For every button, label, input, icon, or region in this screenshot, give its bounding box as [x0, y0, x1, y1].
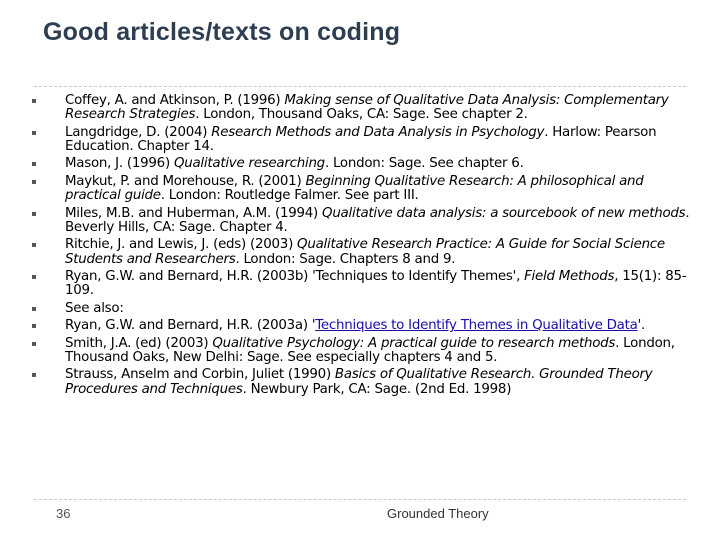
reference-item: ▪ Smith, J.A. (ed) (2003) Qualitative Psychology: A practical guide to research methods. London, Thousand Oaks, New Delhi: Sage. See especially chapters 4 and 5.	[31, 335, 675, 365]
reference-item: ▪ Strauss, Anselm and Corbin, Juliet (1990) Basics of Qualitative Research. Grounded Theory Procedures and Techniques. Newbury Park, CA: Sage. (2nd Ed. 1998)	[31, 367, 653, 397]
reference-item: ▪ Ritchie, J. and Lewis, J. (eds) (2003) Qualitative Research Practice: A Guide for Social Science Students and Researchers. London: Sage. Chapters 8 and 9.	[31, 237, 665, 267]
reference-item: ▪ Ryan, G.W. and Bernard, H.R. (2003b) 'Techniques to Identify Themes', Field Methods, 15(1): 85-109.	[31, 269, 687, 299]
bullet-icon: ▪	[31, 208, 37, 218]
footer-label: Grounded Theory	[387, 506, 489, 521]
reference-item: ▪ Langdridge, D. (2004) Research Methods and Data Analysis in Psychology. Harlow: Pearson Education. Chapter 14.	[31, 124, 657, 154]
bullet-icon: ▪	[31, 96, 37, 105]
bullet-icon: ▪	[31, 338, 37, 348]
reference-item: ▪ Ryan, G.W. and Bernard, H.R. (2003a) 'Techniques to Identify Themes in Qualitative Data'.	[31, 318, 646, 334]
top-divider	[34, 86, 686, 87]
bullet-icon: ▪	[31, 240, 37, 250]
page-number: 36	[56, 506, 71, 521]
bullet-icon: ▪	[31, 127, 37, 137]
bullet-icon: ▪	[31, 159, 37, 169]
slide-title: Good articles/texts on coding	[43, 18, 401, 46]
reference-item: ▪ Coffey, A. and Atkinson, P. (1996) Making sense of Qualitative Data Analysis: Complementary Research Strategies. London, Thousand Oaks, CA: Sage. See chapter 2.	[31, 93, 669, 123]
bottom-divider	[34, 499, 686, 500]
reference-item: ▪ Maykut, P. and Morehouse, R. (2001) Beginning Qualitative Research: A philosophical and practical guide. London: Routledge Falmer. See part III.	[31, 173, 644, 204]
reference-item: ▪ Miles, M.B. and Huberman, A.M. (1994) Qualitative data analysis: a sourcebook of new methods. Beverly Hills, CA: Sage. Chapter 4.	[31, 205, 690, 235]
bullet-icon: ▪	[31, 303, 37, 313]
bullet-icon: ▪	[31, 176, 37, 186]
reference-item: ▪ Mason, J. (1996) Qualitative researching. London: Sage. See chapter 6.	[31, 156, 524, 172]
themes-qualitative-data-link[interactable]: Techniques to Identify Themes in Qualitative Data	[315, 318, 638, 334]
bullet-icon: ▪	[31, 321, 37, 331]
bullet-icon: ▪	[31, 272, 37, 282]
reference-list	[30, 94, 690, 400]
reference-item: ▪ See also:	[31, 300, 124, 316]
bullet-icon: ▪	[31, 370, 37, 380]
